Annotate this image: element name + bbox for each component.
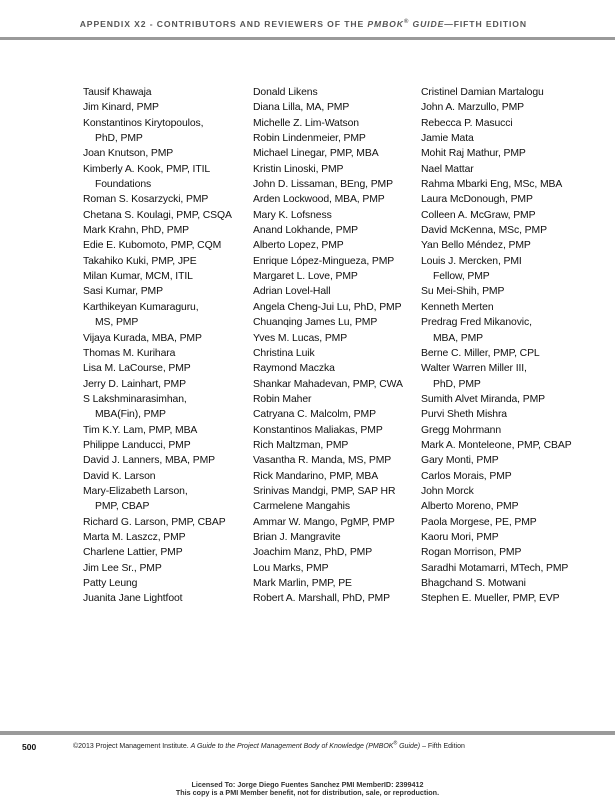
contributor-entry: David McKenna, MSc, PMP (421, 225, 547, 237)
contributor-entry: MBA, PMP (433, 332, 484, 344)
contributor-entry: David K. Larson (83, 470, 156, 482)
contributor-entry: Joachim Manz, PhD, PMP (253, 547, 373, 559)
contributor-entry: Srinivas Mandgi, PMP, SAP HR (253, 485, 396, 497)
contributor-entry: John A. Marzullo, PMP (421, 102, 525, 114)
contributor-entry: Rogan Morrison, PMP (421, 547, 522, 559)
contributor-entry: Angela Cheng-Jui Lu, PhD, PMP (253, 301, 402, 313)
contributor-entry: David J. Lanners, MBA, PMP (83, 455, 215, 467)
contributor-entry: Michelle Z. Lim-Watson (253, 117, 359, 129)
contributor-entry: Chuanqing James Lu, PMP (253, 317, 378, 329)
header-title-guide: GUIDE (409, 19, 445, 29)
contributor-entry: PhD, PMP (433, 378, 481, 390)
contributor-entry: John Morck (421, 485, 474, 497)
contributor-entry: Stephen E. Mueller, PMP, EVP (421, 593, 560, 605)
contributor-entry: Alberto Moreno, PMP (421, 501, 519, 513)
contributor-entry: Tim K.Y. Lam, PMP, MBA (83, 424, 198, 436)
contributor-entry: Konstantinos Kirytopoulos, (83, 117, 204, 129)
header-title-pmbok: PMBOK (367, 19, 404, 29)
contributor-entry: Raymond Maczka (253, 363, 335, 375)
contributor-entry: PhD, PMP (95, 133, 143, 145)
running-header-title (80, 19, 527, 29)
contributor-entry: Mary-Elizabeth Larson, (83, 485, 188, 497)
contributor-entry: Kristin Linoski, PMP (253, 163, 344, 175)
contributor-entry: Fellow, PMP (433, 271, 490, 283)
contributor-entry: Margaret L. Love, PMP (253, 271, 358, 283)
contributor-entry: S Lakshminarasimhan, (83, 393, 187, 405)
book-title-reg: ® (393, 740, 398, 747)
contributor-entry: Rahma Mbarki Eng, MSc, MBA (421, 179, 563, 191)
contributor-entry: Berne C. Miller, PMP, CPL (421, 347, 540, 359)
contributor-entry: MBA(Fin), PMP (95, 409, 166, 421)
contributor-entry: Edie E. Kubomoto, PMP, CQM (83, 240, 222, 252)
contributor-entry: Robin Maher (253, 393, 312, 405)
contributor-entry: Mark Marlin, PMP, PE (253, 578, 352, 589)
contributor-entry: Kaoru Mori, PMP (421, 531, 499, 543)
contributor-entry: John D. Lissaman, BEng, PMP (253, 179, 393, 191)
contributor-entry: Su Mei-Shih, PMP (421, 286, 505, 298)
contributor-entry: Lisa M. LaCourse, PMP (83, 363, 191, 375)
contributor-entry: Adrian Lovel-Hall (253, 286, 331, 298)
contributor-entry: Michael Linegar, PMP, MBA (253, 148, 379, 160)
header-title-reg: ® (403, 19, 410, 26)
contributor-entry: Colleen A. McGraw, PMP (421, 209, 536, 221)
copyright-prefix: ©2013 Project Management Institute. (73, 743, 191, 750)
contributor-entry: Arden Lockwood, MBA, PMP (253, 194, 385, 206)
contributor-entry: Mark A. Monteleone, PMP, CBAP (421, 439, 572, 451)
contributor-entry: Alberto Lopez, PMP (253, 240, 344, 252)
contributor-entry: Mark Krahn, PhD, PMP (83, 225, 189, 237)
contributors-column-1 (83, 85, 251, 607)
header-title-prefix: APPENDIX X2 - CONTRIBUTORS AND REVIEWERS OF THE (79, 19, 368, 29)
contributor-entry: MS, PMP (95, 317, 139, 329)
contributor-entry: Jerry D. Lainhart, PMP (83, 378, 186, 390)
contributor-entry: Sasi Kumar, PMP (83, 286, 163, 298)
contributor-entry: Shankar Mahadevan, PMP, CWA (253, 378, 403, 390)
edition-text: – Fifth Edition (420, 743, 465, 750)
contributor-entry: Rich Maltzman, PMP (253, 439, 349, 451)
contributor-entry: Juanita Jane Lightfoot (83, 593, 183, 605)
contributor-entry: Philippe Landucci, PMP (83, 439, 191, 451)
contributor-entry: Carmelene Mangahis (253, 501, 350, 513)
contributor-entry: Richard G. Larson, PMP, CBAP (83, 516, 226, 528)
contributor-entry: Tausif Khawaja (83, 87, 152, 98)
contributor-entry: Chetana S. Koulagi, PMP, CSQA (83, 209, 232, 221)
page-number: 500 (22, 742, 37, 752)
contributor-entry: Predrag Fred Mikanovic, (421, 317, 532, 329)
book-title-part-2: Guide) (397, 743, 421, 750)
contributor-entry: Takahiko Kuki, PMP, JPE (83, 255, 197, 267)
contributor-entry: Bhagchand S. Motwani (421, 578, 526, 589)
contributor-entry: Christina Luik (253, 347, 315, 359)
contributor-entry: PMP, CBAP (95, 501, 150, 513)
contributor-entry: Ammar W. Mango, PgMP, PMP (253, 516, 395, 528)
contributor-entry: Walter Warren Miller III, (421, 363, 527, 375)
contributors-column-3 (421, 85, 589, 607)
contributor-entry: Roman S. Kosarzycki, PMP (83, 194, 209, 206)
contributor-entry: Lou Marks, PMP (253, 562, 329, 574)
contributor-entry: Louis J. Mercken, PMI (421, 255, 522, 267)
contributor-entry: Yves M. Lucas, PMP (253, 332, 348, 344)
contributor-entry: Carlos Morais, PMP (421, 470, 512, 482)
contributor-entry: Paola Morgese, PE, PMP (421, 516, 537, 528)
contributor-entry: Kimberly A. Kook, PMP, ITIL (83, 163, 211, 175)
contributor-entry: Sumith Alvet Miranda, PMP (421, 393, 545, 405)
contributors-column-2 (253, 85, 421, 607)
contributor-entry: Mohit Raj Mathur, PMP (421, 148, 526, 160)
contributor-entry: Foundations (95, 179, 152, 191)
contributor-entry: Rick Mandarino, PMP, MBA (253, 470, 379, 482)
contributor-entry: Marta M. Laszcz, PMP (83, 531, 186, 543)
license-line-1: Licensed To: Jorge Diego Fuentes Sanchez PMI MemberID: 2399412 (191, 780, 424, 789)
header-title-suffix: —FIFTH EDITION (444, 19, 527, 29)
contributor-entry: Purvi Sheth Mishra (421, 409, 507, 421)
contributor-entry: Donald Likens (253, 87, 318, 98)
page-header (0, 0, 615, 40)
contributor-entry: Karthikeyan Kumaraguru, (83, 301, 199, 313)
contributor-entry: Kenneth Merten (421, 301, 494, 313)
contributor-entry: Konstantinos Maliakas, PMP (253, 424, 383, 436)
contributor-entry: Vasantha R. Manda, MS, PMP (253, 455, 392, 467)
contributor-entry: Rebecca P. Masucci (421, 117, 513, 129)
footer-copyright (73, 740, 465, 750)
contributor-entry: Nael Mattar (421, 163, 474, 175)
contributor-entry: Thomas M. Kurihara (83, 347, 176, 359)
contributor-entry: Catryana C. Malcolm, PMP (253, 409, 376, 421)
contributor-entry: Robert A. Marshall, PhD, PMP (253, 593, 390, 605)
contributor-entry: Saradhi Motamarri, MTech, PMP (421, 562, 569, 574)
footer-rule (0, 731, 615, 735)
contributor-entry: Jim Kinard, PMP (83, 102, 159, 114)
contributor-entry: Charlene Lattier, PMP (83, 547, 183, 559)
contributor-entry: Brian J. Mangravite (253, 531, 341, 543)
contributor-entry: Milan Kumar, MCM, ITIL (83, 271, 193, 283)
contributor-entry: Jamie Mata (421, 133, 474, 145)
contributor-entry: Mary K. Lofsness (253, 209, 332, 221)
contributor-entry: Enrique López-Mingueza, PMP (253, 255, 395, 267)
contributor-entry: Gary Monti, PMP (421, 455, 499, 467)
contributor-entry: Jim Lee Sr., PMP (83, 562, 162, 574)
contributor-entry: Gregg Mohrmann (421, 424, 502, 436)
contributor-entry: Anand Lokhande, PMP (253, 225, 358, 237)
contributor-entry: Yan Bello Méndez, PMP (421, 240, 531, 252)
contributor-entry: Joan Knutson, PMP (83, 148, 174, 160)
contributor-entry: Patty Leung (83, 578, 138, 589)
contributor-entry: Vijaya Kurada, MBA, PMP (83, 332, 202, 344)
license-line-2: This copy is a PMI Member benefit, not for distribution, sale, or reproduction. (175, 788, 440, 797)
contributor-entry: Laura McDonough, PMP (421, 194, 533, 206)
book-title-part-1: A Guide to the Project Management Body of Knowledge (PMBOK (190, 743, 394, 750)
contributor-entry: Cristinel Damian Martalogu (421, 87, 544, 98)
contributor-entry: Robin Lindenmeier, PMP (253, 133, 366, 145)
contributor-entry: Diana Lilla, MA, PMP (253, 102, 350, 114)
